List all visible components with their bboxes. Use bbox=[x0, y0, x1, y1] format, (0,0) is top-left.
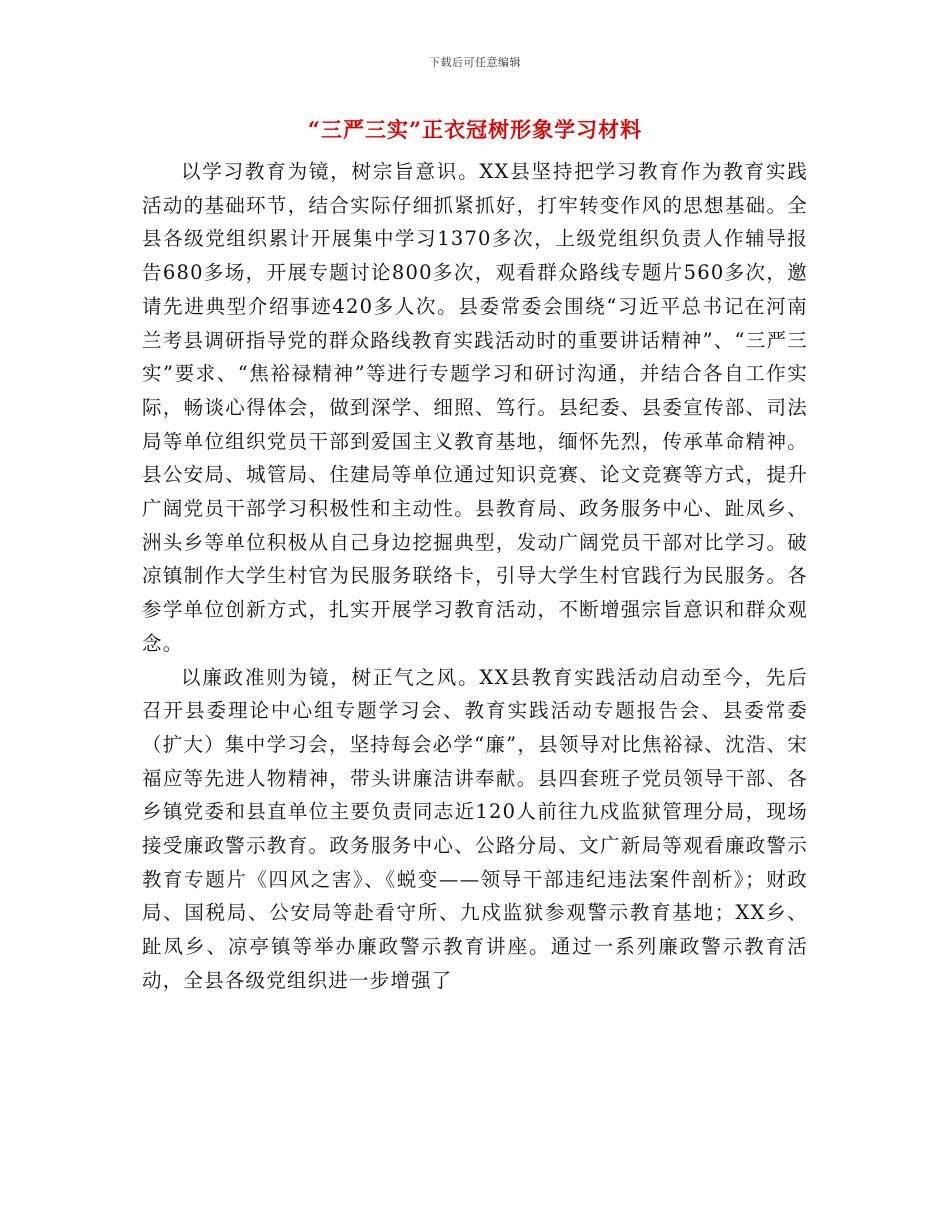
document-body bbox=[142, 155, 808, 998]
document-title: “三严三实”正衣冠树形象学习材料 bbox=[307, 117, 643, 142]
paragraph: 以廉政准则为镜，树正气之风。XX县教育实践活动启动至今，先后召开县委理论中心组专题学习会、教育实践活动专题报告会、县委常委（扩大）集中学习会，坚持每会必学“廉”，县领导对比焦裕禄、沈浩、宋福应等先进人物精神，带头讲廉洁讲奉献。县四套班子党员领导干部、各乡镇党委和县直单位主要负责同志近120人前往九戍监狱管理分局，现场接受廉政警示教育。政务服务中心、公路分局、文广新局等观看廉政警示教育专题片《四风之害》、《蜕变——领导干部违纪违法案件剖析》；财政局、国税局、公安局等赴看守所、九戍监狱参观警示教育基地；XX乡、趾凤乡、凉亭镇等举办廉政警示教育讲座。通过一系列廉政警示教育活动，全县各级党组织进一步增强了 bbox=[142, 665, 808, 992]
paragraph: 以学习教育为镜，树宗旨意识。XX县坚持把学习教育作为教育实践活动的基础环节，结合实际仔细抓紧抓好，打牢转变作风的思想基础。全县各级党组织累计开展集中学习1370多次，上级党组织负责人作辅导报告680多场，开展专题讨论800多次，观看群众路线专题片560多次，邀请先进典型介绍事迹420多人次。县委常委会围绕“习近平总书记在河南兰考县调研指导党的群众路线教育实践活动时的重要讲话精神”、“三严三实”要求、“焦裕禄精神”等进行专题学习和研讨沟通，并结合各自工作实际，畅谈心得体会，做到深学、细照、笃行。县纪委、县委宣传部、司法局等单位组织党员干部到爱国主义教育基地，缅怀先烈，传承革命精神。县公安局、城管局、住建局等单位通过知识竞赛、论文竞赛等方式，提升广阔党员干部学习积极性和主动性。县教育局、政务服务中心、趾凤乡、洲头乡等单位积极从自己身边挖掘典型，发动广阔党员干部对比学习。破凉镇制作大学生村官为民服务联络卡，引导大学生村官践行为民服务。各参学单位创新方式，扎实开展学习教育活动，不断增强宗旨意识和群众观念。 bbox=[142, 160, 808, 655]
header-note: 下载后可任意编辑 bbox=[429, 56, 521, 69]
